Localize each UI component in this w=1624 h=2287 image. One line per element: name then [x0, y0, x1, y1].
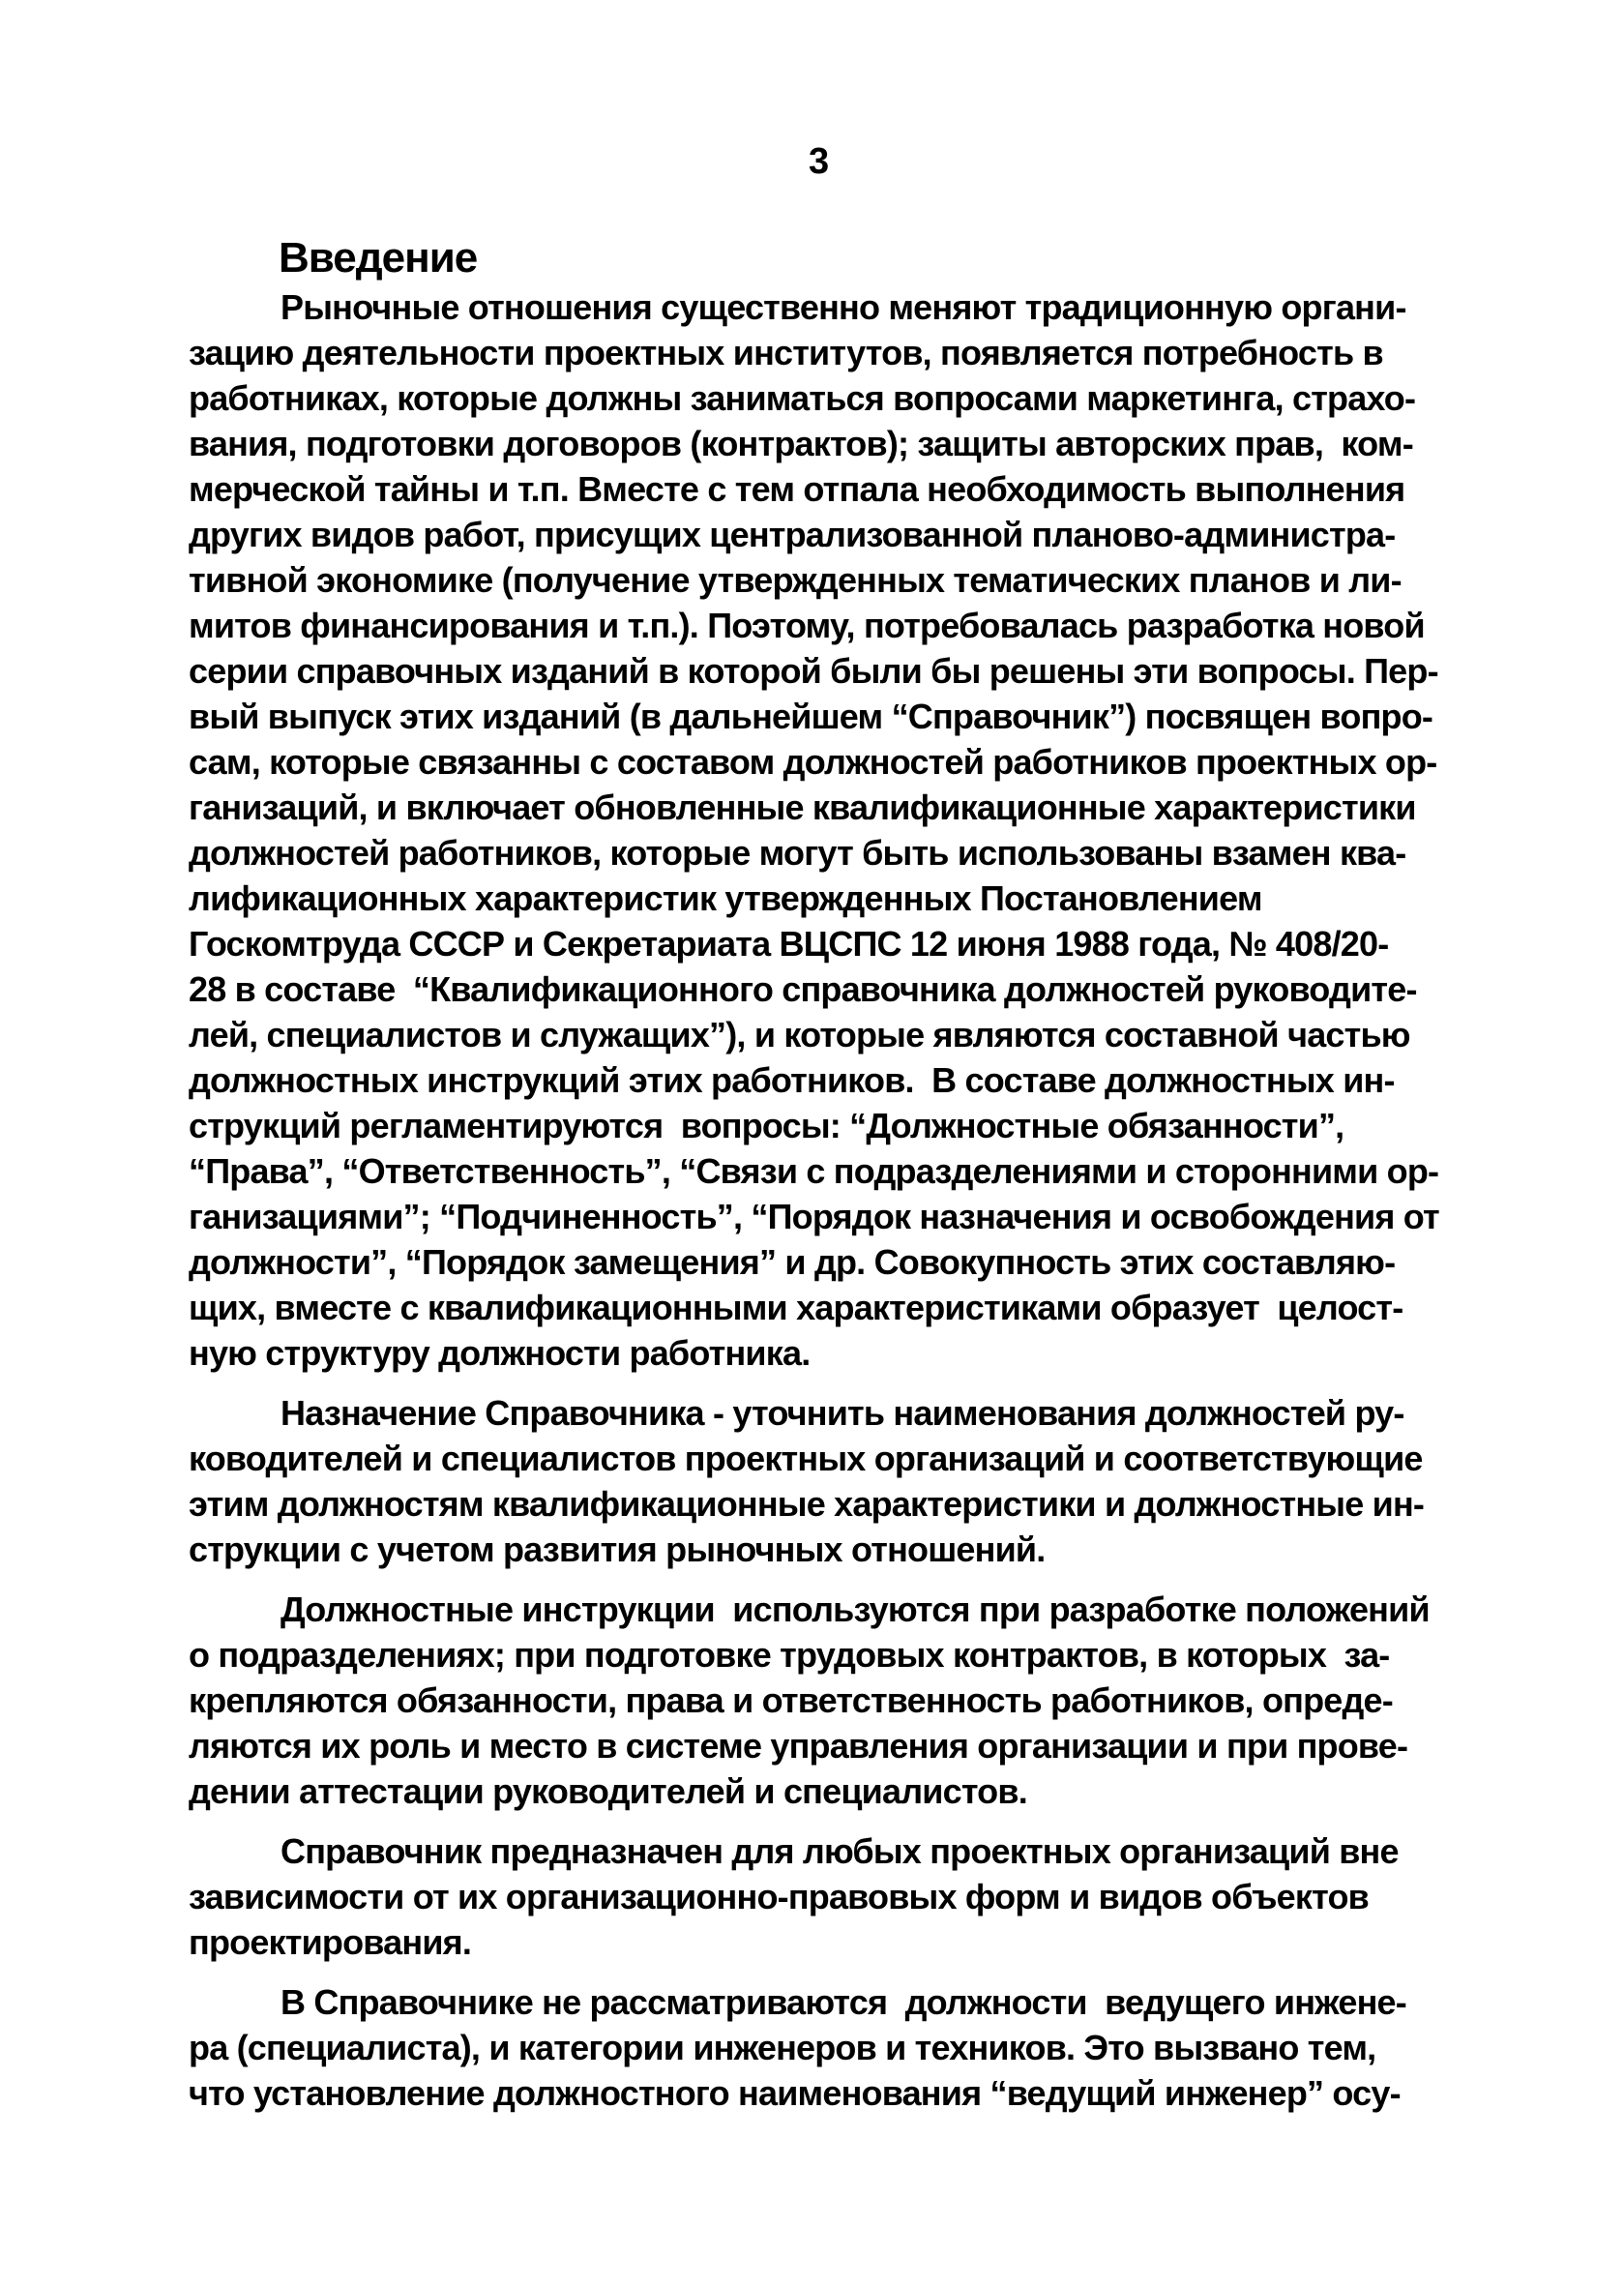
text-line: зависимости от их организационно-правовых форм и видов объектов [189, 1877, 1369, 1916]
text-line: зацию деятельности проектных институтов, появляется потребность в [189, 333, 1383, 372]
text-line: дении аттестации руководителей и специалистов. [189, 1771, 1027, 1811]
text-line: крепляются обязанности, права и ответственность работников, опреде- [189, 1680, 1393, 1720]
text-line: серии справочных изданий в которой были бы решены эти вопросы. Пер- [189, 651, 1438, 691]
text-line: Справочник предназначен для любых проектных организаций вне [281, 1831, 1399, 1871]
paragraph [189, 1390, 1504, 1572]
text-line: тивной экономике (получение утвержденных тематических планов и ли- [189, 560, 1402, 600]
section-heading: Введение [279, 234, 478, 282]
text-line: вания, подготовки договоров (контрактов); защиты авторских прав, ком- [189, 424, 1413, 463]
text-line: лей, специалистов и служащих”), и которые являются составной частью [189, 1015, 1410, 1054]
text-line: Рыночные отношения существенно меняют традиционную органи- [281, 287, 1406, 327]
text-line: митов финансирования и т.п.). Поэтому, потребовалась разработка новой [189, 606, 1425, 645]
text-line: “Права”, “Ответственность”, “Связи с подразделениями и сторонними ор- [189, 1151, 1439, 1191]
text-line: струкций регламентируются вопросы: “Должностные обязанности”, [189, 1106, 1344, 1145]
paragraph [189, 1587, 1504, 1814]
text-line: должностей работников, которые могут быть использованы взамен ква- [189, 833, 1406, 873]
paragraph [189, 1979, 1504, 2116]
text-line: ляются их роль и место в системе управления организации и при прове- [189, 1726, 1408, 1766]
document-body [189, 284, 1504, 2130]
text-line: 28 в составе “Квалификационного справочника должностей руководите- [189, 969, 1417, 1009]
text-line: других видов работ, присущих централизованной планово-администра- [189, 515, 1396, 554]
text-line: Должностные инструкции используются при разработке положений [281, 1589, 1430, 1629]
text-line: проектирования. [189, 1922, 472, 1962]
text-line: ную структуру должности работника. [189, 1333, 811, 1373]
page-number: 3 [809, 141, 830, 182]
paragraph [189, 284, 1504, 1376]
paragraph [189, 1828, 1504, 1965]
text-line: ководителей и специалистов проектных организаций и соответствующие [189, 1439, 1423, 1478]
text-line: что установление должностного наименования “ведущий инженер” осу- [189, 2073, 1401, 2113]
text-line: этим должностям квалификационные характеристики и должностные ин- [189, 1484, 1425, 1524]
text-line: Госкомтруда СССР и Секретариата ВЦСПС 12 июня 1988 года, № 408/20- [189, 924, 1389, 964]
text-line: мерческой тайны и т.п. Вместе с тем отпала необходимость выполнения [189, 469, 1405, 509]
text-line: работниках, которые должны заниматься вопросами маркетинга, страхо- [189, 378, 1416, 418]
text-line: струкции с учетом развития рыночных отношений. [189, 1530, 1046, 1569]
text-line: должностных инструкций этих работников. В составе должностных ин- [189, 1060, 1395, 1100]
text-line: сам, которые связанны с составом должностей работников проектных ор- [189, 742, 1437, 782]
text-line: Назначение Справочника - уточнить наименования должностей ру- [281, 1393, 1404, 1433]
text-line: ганизациями”; “Подчиненность”, “Порядок назначения и освобождения от [189, 1197, 1439, 1236]
text-line: ганизаций, и включает обновленные квалификационные характеристики [189, 787, 1416, 827]
text-line: должности”, “Порядок замещения” и др. Совокупность этих составляю- [189, 1242, 1396, 1282]
text-line: о подразделениях; при подготовке трудовых контрактов, в которых за- [189, 1635, 1390, 1675]
text-line: В Справочнике не рассматриваются должности ведущего инжене- [281, 1982, 1406, 2022]
text-line: лификационных характеристик утвержденных Постановлением [189, 878, 1262, 918]
text-line: щих, вместе с квалификационными характеристиками образует целост- [189, 1288, 1403, 1327]
text-line: ра (специалиста), и категории инженеров и техников. Это вызвано тем, [189, 2028, 1376, 2067]
text-line: вый выпуск этих изданий (в дальнейшем “Справочник”) посвящен вопро- [189, 697, 1433, 736]
